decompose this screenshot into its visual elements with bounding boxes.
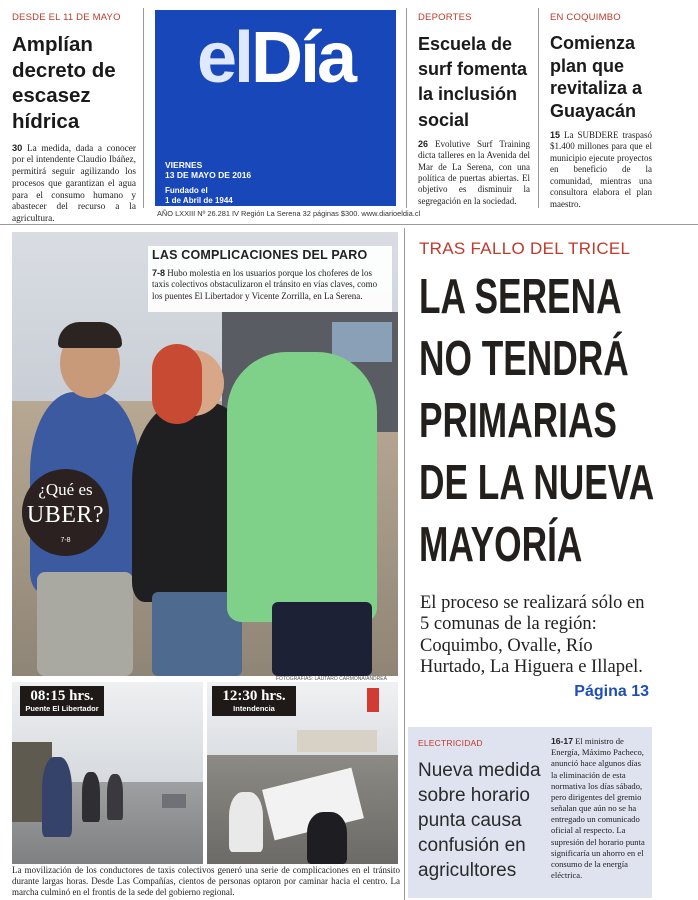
page-number: 30 — [12, 142, 23, 153]
kicker: TRAS FALLO DEL TRICEL — [419, 239, 631, 258]
page-number: 16-17 — [551, 736, 573, 746]
summary: 15 La SUBDERE traspasó $1.400 millones para que el municipio ejecute proyectos en beneficio de la comunidad, mientras una consultora elabora el plan maestro. — [550, 130, 652, 209]
divider — [143, 8, 144, 208]
section-divider — [0, 224, 698, 225]
divider — [538, 8, 539, 208]
masthead-info: AÑO LXXIII Nº 26.281 IV Región La Serena 32 páginas $300. www.diarioeldia.cl — [157, 209, 421, 218]
headline: Amplían decreto de escasez hídrica — [12, 33, 116, 133]
divider — [404, 228, 405, 900]
summary: 26 Evolutive Surf Training dicta talleres en la Avenida del Mar de La Serena, con una política de puertas abiertas. El objetivo es disminuir la segregación en la sociedad. — [418, 138, 530, 206]
headline: Escuela de surf fomenta la inclusión social — [418, 34, 528, 130]
paro-textbox — [148, 246, 392, 312]
uber-badge-word: UBER? — [26, 502, 105, 528]
founded-note: Fundado el 1 de Abril de 1944 — [165, 186, 233, 205]
story-electricidad[interactable] — [408, 727, 652, 898]
lead-page-link[interactable]: Página 13 — [574, 683, 649, 700]
lead-headline: LA SERENA NO TENDRÁ PRIMARIAS DE LA NUEVA MAYORÍA — [419, 270, 655, 572]
photo-caption: La movilización de los conductores de taxis colectivos generó una serie de complicaciones en el tránsito durante largas horas. Desde Las Compañías, cientos de personas optaron por caminar hacia el centro. La marcha culminó en el frontis de la sede del gobierno regional. — [12, 865, 400, 898]
photo-credit: FOTOGRAFÍAS: LAUTARO CARMONA/ANDREA — [276, 676, 387, 682]
edition-date: 13 DE MAYO DE 2016 — [165, 170, 252, 180]
page-number: 7-8 — [152, 268, 166, 278]
kicker: DESDE EL 11 DE MAYO — [12, 12, 121, 23]
uber-badge[interactable] — [22, 469, 109, 556]
time-label-1: 08:15 hrs. Puente El Libertador — [20, 686, 104, 716]
uber-badge-question: ¿Qué es — [38, 480, 93, 499]
edition-day: VIERNES — [165, 160, 203, 170]
summary: 7-8 Hubo molestia en los usuarios porque los choferes de los taxis colectivos obstaculizaron el tránsito en vías claves, como los puentes El Libertador y Vicente Zorrilla, en La Serena. — [152, 268, 378, 301]
masthead[interactable] — [155, 10, 396, 206]
lead-deck: El proceso se realizará sólo en 5 comunas de la región: Coquimbo, Ovalle, Río Hurtado, La Higuera e Illapel. — [420, 593, 645, 677]
time-label-2: 12:30 hrs. Intendencia — [212, 686, 296, 716]
top-story-surf[interactable] — [418, 12, 530, 207]
page-number: 26 — [418, 138, 429, 149]
divider — [406, 8, 407, 208]
story-paro[interactable] — [6, 228, 402, 900]
kicker: EN COQUIMBO — [550, 12, 621, 23]
top-story-agua[interactable] — [12, 12, 136, 226]
kicker: ELECTRICIDAD — [418, 738, 483, 748]
uber-badge-pages: 7-8 — [60, 537, 71, 544]
kicker: LAS COMPLICACIONES DEL PARO — [152, 248, 368, 262]
headline: Comienza plan que revitaliza a Guayacán — [550, 33, 643, 121]
summary: 16-17 El ministro de Energía, Máximo Pacheco, anunció hace algunos días la eliminación de esta normativa los días sábado, pero dirigentes del gremio señalan que aún no se ha entregado un comunicado oficial al respecto. La supresión del horario punta significaría un ahorro en el consumo de la energía eléctrica. — [551, 736, 645, 881]
logo: elDía — [196, 18, 355, 98]
page-number: 15 — [550, 130, 561, 140]
summary: 30 La medida, dada a conocer por el intendente Claudio Ibáñez, permitirá seguir agilizando los procesos que garantizan el agua para el consumo humano y abastecer del recurso a la agricultura. — [12, 142, 136, 225]
headline: Nueva medida sobre horario punta causa confusión en agricultores — [418, 760, 541, 882]
top-story-guayacan[interactable] — [550, 12, 652, 210]
kicker: DEPORTES — [418, 12, 472, 23]
